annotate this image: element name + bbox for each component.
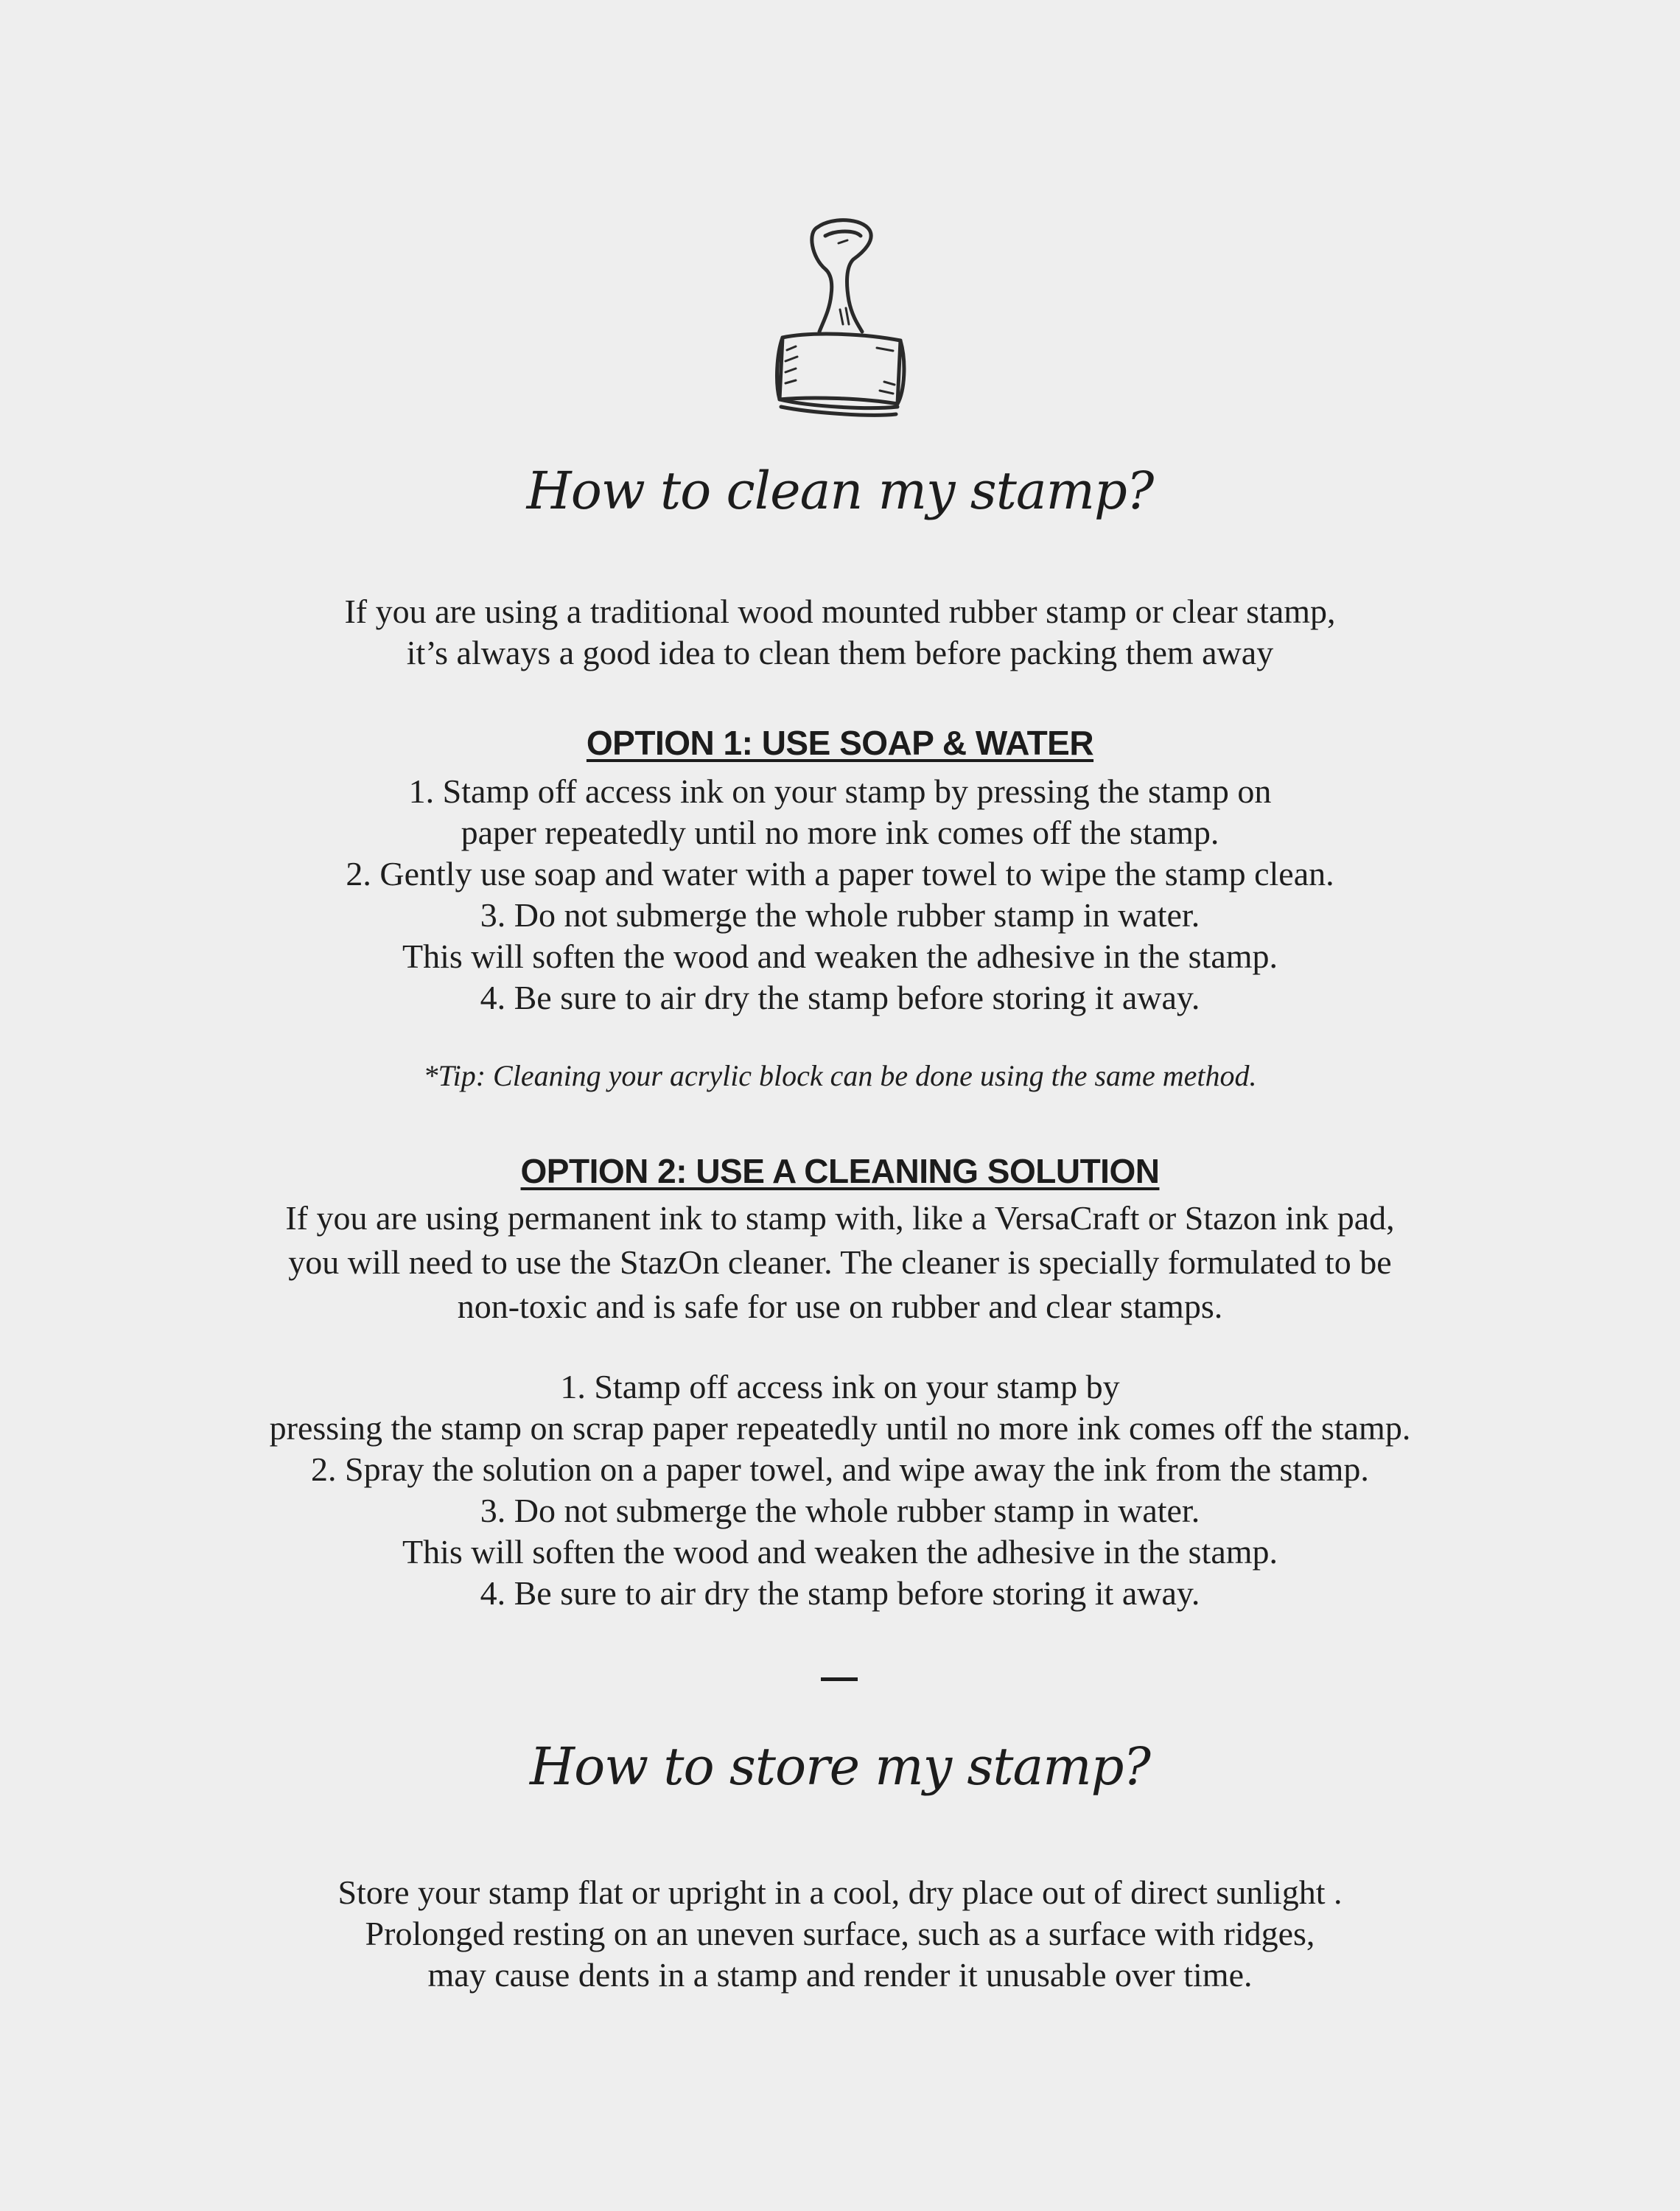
- option2-intro-line: you will need to use the StazOn cleaner. The cleaner is specially formulated to be: [288, 1243, 1392, 1281]
- option1-step-line: 2. Gently use soap and water with a paper towel to wipe the stamp clean.: [346, 855, 1334, 893]
- option2-intro-line: If you are using permanent ink to stamp with, like a VersaCraft or Stazon ink pad,: [285, 1199, 1395, 1237]
- option2-step-line: 2. Spray the solution on a paper towel, and wipe away the ink from the stamp.: [311, 1450, 1369, 1488]
- option1-step-line: 3. Do not submerge the whole rubber stamp in water.: [480, 896, 1200, 934]
- option2-step-line: This will soften the wood and weaken the adhesive in the stamp.: [402, 1533, 1278, 1571]
- option1-step-line: 4. Be sure to air dry the stamp before storing it away.: [480, 979, 1200, 1016]
- option2-title: OPTION 2: USE A CLEANING SOLUTION: [520, 1152, 1160, 1190]
- clean-title: How to clean my stamp?: [526, 461, 1154, 521]
- option1-step-line: This will soften the wood and weaken the adhesive in the stamp.: [402, 937, 1278, 975]
- section-divider: [821, 1677, 858, 1681]
- store-text: [0, 1872, 1680, 1996]
- clean-intro-line: it’s always a good idea to clean them before packing them away: [406, 634, 1274, 671]
- option1-step-line: 1. Stamp off access ink on your stamp by pressing the stamp on: [408, 772, 1272, 810]
- option1-title: OPTION 1: USE SOAP & WATER: [586, 724, 1094, 762]
- clean-intro-line: If you are using a traditional wood mounted rubber stamp or clear stamp,: [344, 593, 1336, 630]
- store-text-line: Prolonged resting on an uneven surface, such as a surface with ridges,: [365, 1915, 1315, 1952]
- option2-intro-line: non-toxic and is safe for use on rubber and clear stamps.: [457, 1288, 1223, 1325]
- option2-steps: [0, 1366, 1680, 1614]
- option1-tip: *Tip: Cleaning your acrylic block can be done using the same method.: [423, 1059, 1257, 1092]
- option2-intro: [0, 1196, 1680, 1329]
- option2-step-line: 1. Stamp off access ink on your stamp by: [560, 1368, 1120, 1405]
- store-title: How to store my stamp?: [530, 1736, 1150, 1797]
- clean-intro: [0, 591, 1680, 674]
- store-text-line: Store your stamp flat or upright in a cool, dry place out of direct sunlight .: [337, 1873, 1343, 1911]
- option2-step-line: 4. Be sure to air dry the stamp before storing it away.: [480, 1574, 1200, 1612]
- rubber-stamp-icon: [766, 214, 914, 427]
- option2-step-line: 3. Do not submerge the whole rubber stamp in water.: [480, 1492, 1200, 1529]
- option1-step-line: paper repeatedly until no more ink comes off the stamp.: [461, 814, 1219, 851]
- store-text-line: may cause dents in a stamp and render it unusable over time.: [427, 1956, 1253, 1994]
- option2-step-line: pressing the stamp on scrap paper repeatedly until no more ink comes off the stamp.: [269, 1409, 1411, 1447]
- option1-steps: [0, 771, 1680, 1019]
